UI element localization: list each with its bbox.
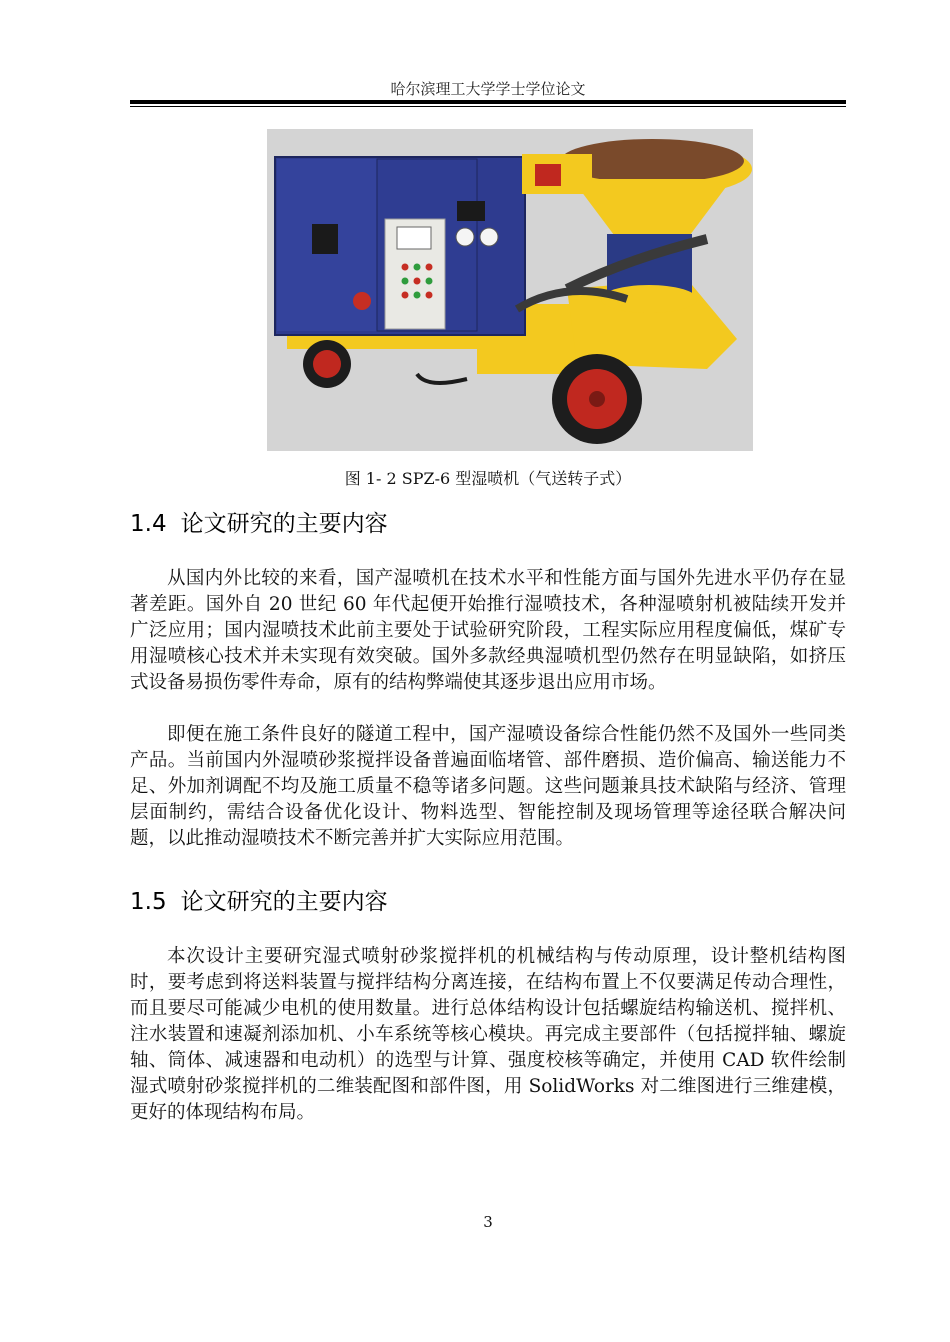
machine-photo [267,129,753,451]
section-number: 1.4 [130,511,167,537]
paragraph: 从国内外比较的来看，国产湿喷机在技术水平和性能方面与国外先进水平仍存在显著差距。国外自 20 世纪 60 年代起便开始推行湿喷技术，各种湿喷射机被陆续开发并广泛应用；国内湿喷技术此前主要处于试验研究阶段，工程实际应用程度偏低，煤矿专用湿喷核心技术并未实现有效突破。国外多款经典湿喷机型仍然存在明显缺陷，如挤压式设备易损伤零件寿命，原有的结构弊端使其逐步退出应用市场。 [130,568,846,693]
paragraph: 即便在施工条件良好的隧道工程中，国产湿喷设备综合性能仍然不及国外一些同类产品。当前国内外湿喷砂浆搅拌设备普遍面临堵管、部件磨损、造价偏高、输送能力不足、外加剂调配不均及施工质量不稳等诸多问题。这些问题兼具技术缺陷与经济、管理层面制约，需结合设备优化设计、物料选型、智能控制及现场管理等途径联合解决问题，以此推动湿喷技术不断完善并扩大实际应用范围。 [130,724,846,849]
page-number: 3 [483,1213,493,1231]
header-title: 哈尔滨理工大学学士学位论文 [390,80,586,98]
section-heading-1-4 [130,505,846,538]
paragraph: 本次设计主要研究湿式喷射砂浆搅拌机的机械结构与传动原理，设计整机结构图时，要考虑到将送料装置与搅拌结构分离连接，在结构布置上不仅要满足传动合理性，而且要尽可能减少电机的使用数量。进行总体结构设计包括螺旋结构输送机、搅拌机、注水装置和速凝剂添加机、小车系统等核心模块。再完成主要部件（包括搅拌轴、螺旋轴、筒体、减速器和电动机）的选型与计算、强度校核等确定，并使用 CAD 软件绘制湿式喷射砂浆搅拌机的二维装配图和部件图，用 SolidWorks 对二维图进行三维建模，更好的体现结构布局。 [130,946,846,1123]
red-switch [353,292,371,310]
figure-caption: 图 1- 2 SPZ-6 型湿喷机（气送转子式） [344,469,632,488]
section-title: 论文研究的主要内容 [180,889,388,915]
section-number: 1.5 [130,889,167,915]
section-title: 论文研究的主要内容 [180,511,388,537]
header-rule-thick [130,100,846,104]
header-rule-thin [130,106,846,107]
section-heading-1-5 [130,883,846,916]
